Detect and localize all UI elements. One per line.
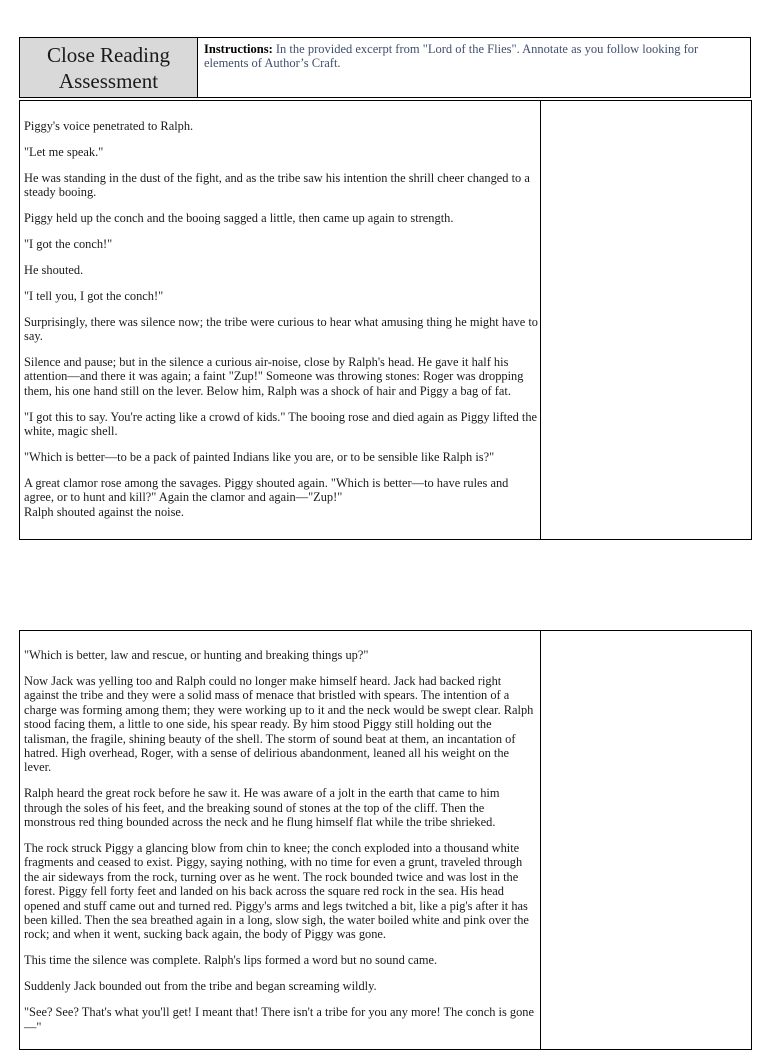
instructions-text: In the provided excerpt from "Lord of the Flies". Annotate as you follow looking for elements of Author’s Craft. xyxy=(204,42,699,70)
excerpt-text-column xyxy=(20,631,541,1049)
excerpt-paragraph: "Let me speak." xyxy=(24,144,104,159)
assessment-title: Close Reading Assessment xyxy=(20,38,198,97)
excerpt-paragraph: Piggy's voice penetrated to Ralph. xyxy=(24,119,194,133)
excerpt-paragraph: "I got the conch!" xyxy=(24,237,113,252)
annotation-column[interactable] xyxy=(541,631,751,1049)
excerpt-table-1 xyxy=(19,100,752,540)
excerpt-text-column xyxy=(20,101,541,539)
excerpt-paragraph: A great clamor rose among the savages. Piggy shouted again. "Which is better—to have rules and agree, or to hunt and kill?" Again the clamor and again—"Zup!" Ralph shouted against the noise. xyxy=(24,476,509,519)
excerpt-paragraph: "Which is better—to be a pack of painted Indians like you are, or to be sensible like Ralph is?" xyxy=(24,450,495,465)
excerpt-paragraph: Now Jack was yelling too and Ralph could no longer make himself heard. Jack had backed right against the tribe and they were a solid mass of menace that bristled with spears. The intention of a charge was forming among them; they were working up to it and the neck would be swept clear. Ralph stood facing them, a little to one side, his spear ready. By him stood Piggy still holding out the talisman, the fragile, shining beauty of the shell. The storm of sound beat at them, an incantation of hatred. High overhead, Roger, with a sense of delirious abandonment, leaned all his weight on the lever. xyxy=(24,673,534,775)
excerpt-paragraph: He shouted. xyxy=(24,262,84,277)
instructions xyxy=(198,38,750,97)
excerpt-table-2 xyxy=(19,630,752,1050)
excerpt-paragraph: Suddenly Jack bounded out from the tribe and began screaming wildly. xyxy=(24,979,377,994)
excerpt-paragraph: Piggy held up the conch and the booing sagged a little, then came up again to strength. xyxy=(24,211,454,226)
excerpt-paragraph: He was standing in the dust of the fight, and as the tribe saw his intention the shrill cheer changed to a steady booing. xyxy=(24,170,530,200)
excerpt-paragraph: "See? See? That's what you'll get! I meant that! There isn't a tribe for you any more! The conch is gone—" xyxy=(24,1005,534,1034)
excerpt-paragraph: "Which is better, law and rescue, or hunting and breaking things up?" xyxy=(24,648,369,662)
excerpt-paragraph: "I got this to say. You're acting like a crowd of kids." The booing rose and died again as Piggy lifted the white, magic shell. xyxy=(24,409,538,439)
annotation-column[interactable] xyxy=(541,101,751,539)
excerpt-paragraph: Silence and pause; but in the silence a curious air-noise, close by Ralph's head. He gave it half his attention—and there it was again; a faint "Zup!" Someone was throwing stones: Roger was dropping them, his one hand still on the lever. Below him, Ralph was a shock of hair and Piggy a bag of fat. xyxy=(24,355,524,398)
excerpt-paragraph: This time the silence was complete. Ralph's lips formed a word but no sound came. xyxy=(24,953,438,968)
excerpt-paragraph: Surprisingly, there was silence now; the tribe were curious to hear what amusing thing he might have to say. xyxy=(24,314,538,344)
instructions-label: Instructions: xyxy=(204,42,273,56)
excerpt-paragraph: "I tell you, I got the conch!" xyxy=(24,288,164,303)
excerpt-paragraph: Ralph heard the great rock before he saw it. He was aware of a jolt in the earth that came to him through the soles of his feet, and the breaking sound of stones at the top of the cliff. Then the monstrous red thing bounded across the neck and he flung himself flat while the tribe shrieked. xyxy=(24,786,500,830)
excerpt-paragraph: The rock struck Piggy a glancing blow from chin to knee; the conch exploded into a thousand white fragments and ceased to exist. Piggy, saying nothing, with no time for even a grunt, traveled through the air sideways from the rock, turning over as he went. The rock bounded twice and was lost in the forest. Piggy fell forty feet and landed on his back across the square red rock in the sea. His head opened and stuff came out and turned red. Piggy's arms and legs twitched a bit, like a pig's after it has been killed. Then the sea breathed again in a long, slow sigh, the water boiled white and pink over the rock; and when it went, sucking back again, the body of Piggy was gone. xyxy=(24,840,529,942)
assessment-header xyxy=(19,37,751,98)
